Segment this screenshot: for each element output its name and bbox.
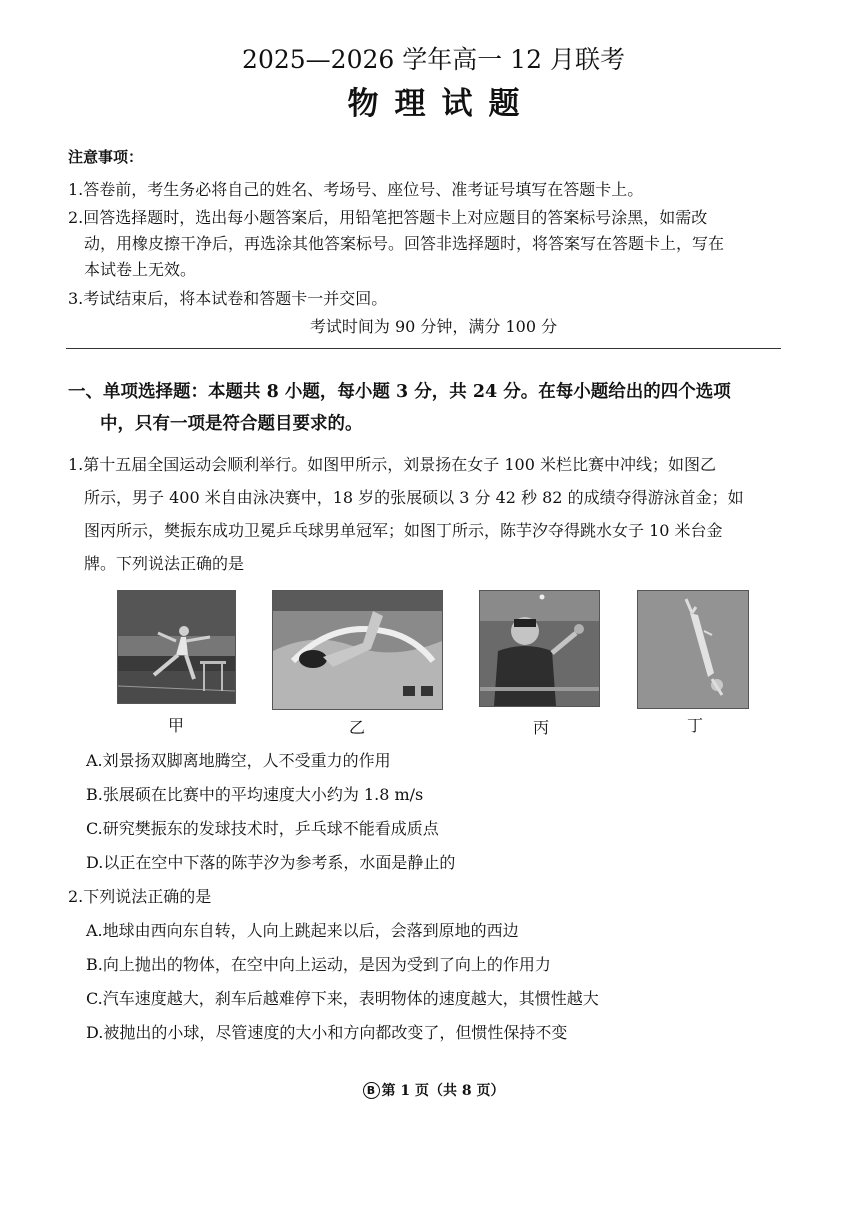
q2-option-a: A.地球由西向东自转，人向上跳起来以后，会落到原地的西边 — [86, 921, 519, 940]
section-heading-line-1: 一、单项选择题：本题共 8 小题，每小题 3 分，共 24 分。在每小题给出的四个选项 — [68, 382, 731, 402]
figure-ding-photo — [637, 590, 749, 709]
figure-bing-caption: 丙 — [532, 718, 549, 737]
notice-line-1: 1.答卷前，考生务必将自己的姓名、考场号、座位号、准考证号填写在答题卡上。 — [68, 180, 644, 199]
table-tennis-photo-icon — [480, 591, 599, 706]
figure-yi-caption: 乙 — [348, 718, 365, 737]
version-mark: B — [363, 1082, 380, 1099]
q1-option-b: B.张展硕在比赛中的平均速度大小约为 1.8 m/s — [86, 785, 424, 804]
q1-stem-line-4: 牌。下列说法正确的是 — [84, 554, 245, 573]
figure-bing-photo — [479, 590, 600, 707]
exam-time-info: 考试时间为 90 分钟，满分 100 分 — [309, 317, 558, 336]
notice-heading: 注意事项： — [68, 148, 144, 166]
figure-jia-caption: 甲 — [167, 716, 184, 735]
figure-jia-photo — [117, 590, 236, 704]
page-number: 第 1 页（共 8 页） — [381, 1083, 505, 1099]
figure-yi-photo — [272, 590, 443, 710]
q1-stem-line-2: 所示，男子 400 米自由泳决赛中，18 岁的张展硕以 3 分 42 秒 82 的成绩夺得游泳首金；如 — [84, 488, 744, 507]
page-footer — [0, 1080, 867, 1100]
q1-option-d: D.以正在空中下落的陈芋汐为参考系，水面是静止的 — [86, 853, 456, 872]
q1-stem-line-1: 1.第十五届全国运动会顺利举行。如图甲所示，刘景扬在女子 100 米栏比赛中冲线；如图乙 — [68, 455, 716, 474]
hurdler-photo-icon — [118, 591, 235, 703]
notice-line-3: 动，用橡皮擦干净后，再选涂其他答案标号。回答非选择题时，将答案写在答题卡上，写在 — [84, 234, 725, 253]
q2-option-c: C.汽车速度越大，刹车后越难停下来，表明物体的速度越大，其惯性越大 — [86, 989, 599, 1008]
swimmer-photo-icon — [273, 591, 442, 709]
notice-line-4: 本试卷上无效。 — [84, 260, 197, 279]
q2-stem: 2.下列说法正确的是 — [68, 887, 212, 906]
q1-option-a: A.刘景扬双脚离地腾空，人不受重力的作用 — [86, 751, 391, 770]
subject-title: 物理试题 — [347, 86, 536, 122]
notice-line-5: 3.考试结束后，将本试卷和答题卡一并交回。 — [68, 289, 388, 308]
q1-stem-line-3: 图丙所示，樊振东成功卫冕乒乓球男单冠军；如图丁所示，陈芋汐夺得跳水女子 10 米台金 — [84, 521, 723, 540]
figure-ding-caption: 丁 — [686, 716, 703, 735]
q2-option-d: D.被抛出的小球，尽管速度的大小和方向都改变了，但惯性保持不变 — [86, 1023, 568, 1042]
header-divider — [66, 348, 781, 349]
exam-title: 2025—2026 学年高一 12 月联考 — [242, 45, 625, 74]
section-heading-line-2: 中，只有一项是符合题目要求的。 — [100, 414, 363, 434]
notice-line-2: 2.回答选择题时，选出每小题答案后，用铅笔把答题卡上对应题目的答案标号涂黑，如需改 — [68, 208, 708, 227]
diver-photo-icon — [638, 591, 748, 708]
q2-option-b: B.向上抛出的物体，在空中向上运动，是因为受到了向上的作用力 — [86, 955, 551, 974]
q1-option-c: C.研究樊振东的发球技术时，乒乓球不能看成质点 — [86, 819, 439, 838]
